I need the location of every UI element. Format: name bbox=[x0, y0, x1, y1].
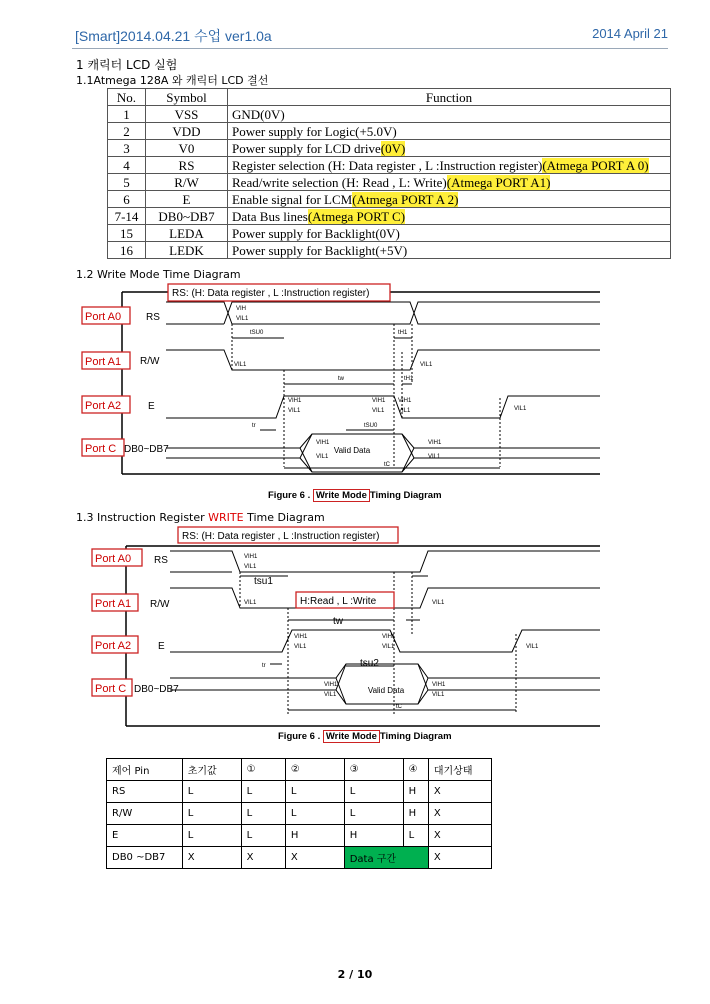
pin-number: 16 bbox=[108, 242, 146, 259]
d2-db-cross bbox=[336, 678, 346, 704]
figure-caption-1 bbox=[268, 490, 442, 501]
state-cell: L bbox=[285, 803, 344, 825]
svg-text:tr: tr bbox=[262, 663, 266, 669]
pin-function-text: Power supply for Backlight(+5V) bbox=[232, 242, 408, 258]
pin-function-text: Data Bus lines bbox=[232, 208, 308, 224]
pin-symbol: LEDA bbox=[146, 225, 228, 242]
col-header-function: Function bbox=[228, 89, 671, 106]
pin-function-text: Power supply for LCD drive bbox=[232, 140, 381, 156]
table-row bbox=[108, 157, 671, 174]
state-cell: X bbox=[285, 847, 344, 869]
svg-text:VIL1: VIL1 bbox=[428, 454, 441, 460]
caption-boxed: Write Mode bbox=[313, 489, 370, 502]
svg-text:Port C: Port C bbox=[95, 683, 127, 695]
header-divider bbox=[72, 48, 668, 49]
state-cell: 초기값 bbox=[182, 759, 241, 781]
state-cell: ④ bbox=[403, 759, 428, 781]
port-highlight: (Atmega PORT A1) bbox=[446, 174, 551, 190]
state-row bbox=[107, 781, 492, 803]
pin-number: 7-14 bbox=[108, 208, 146, 225]
valid-data-label: Valid Data bbox=[333, 446, 371, 455]
tsu2-label: tsu2 bbox=[360, 658, 379, 669]
pin-number: 1 bbox=[108, 106, 146, 123]
state-cell: R/W bbox=[107, 803, 183, 825]
state-cell: 대기상태 bbox=[428, 759, 491, 781]
svg-text:Port A1: Port A1 bbox=[95, 598, 132, 610]
table-row bbox=[108, 242, 671, 259]
state-cell: X bbox=[428, 781, 491, 803]
tsu1-label: tsu1 bbox=[254, 576, 273, 587]
state-cell: ③ bbox=[344, 759, 403, 781]
pin-function-text: GND(0V) bbox=[232, 106, 285, 122]
pin-state-table bbox=[106, 758, 492, 869]
svg-text:VIL1: VIL1 bbox=[420, 362, 433, 368]
state-cell: X bbox=[428, 825, 491, 847]
col-header-symbol: Symbol bbox=[146, 89, 228, 106]
state-cell: RS bbox=[107, 781, 183, 803]
table-row bbox=[108, 140, 671, 157]
table-row bbox=[108, 225, 671, 242]
state-cell: ① bbox=[241, 759, 285, 781]
svg-text:VIL1: VIL1 bbox=[398, 408, 411, 414]
svg-text:VIH1: VIH1 bbox=[428, 440, 442, 446]
state-cell: L bbox=[344, 781, 403, 803]
state-cell: X bbox=[182, 847, 241, 869]
svg-text:R/W: R/W bbox=[140, 356, 160, 367]
pin-function bbox=[228, 140, 671, 157]
state-cell: X bbox=[428, 847, 491, 869]
svg-text:VIL1: VIL1 bbox=[244, 600, 257, 606]
port-highlight: (Atmega PORT A 2) bbox=[352, 191, 459, 207]
svg-text:VIH1: VIH1 bbox=[382, 634, 396, 640]
d2-signal-labels bbox=[134, 555, 179, 695]
table-row bbox=[108, 191, 671, 208]
svg-text:Port A0: Port A0 bbox=[85, 311, 122, 323]
signal-labels bbox=[124, 312, 169, 455]
figure-caption-2 bbox=[278, 731, 452, 742]
pin-function-text: Power supply for Backlight(0V) bbox=[232, 225, 400, 241]
pin-symbol: DB0~DB7 bbox=[146, 208, 228, 225]
d2-port-labels bbox=[92, 549, 142, 696]
state-cell: L bbox=[182, 825, 241, 847]
section-title-instruction-write bbox=[76, 511, 325, 524]
svg-text:E: E bbox=[148, 401, 155, 412]
state-row bbox=[107, 803, 492, 825]
svg-text:R/W: R/W bbox=[150, 599, 170, 610]
pin-symbol: VDD bbox=[146, 123, 228, 140]
pin-function bbox=[228, 191, 671, 208]
instruction-write-timing-diagram bbox=[0, 524, 710, 734]
svg-text:tC: tC bbox=[396, 704, 402, 710]
caption2-suffix: Timing Diagram bbox=[379, 731, 452, 742]
svg-text:VIL1: VIL1 bbox=[526, 644, 539, 650]
table-row bbox=[108, 123, 671, 140]
section-title-write-mode: 1.2 Write Mode Time Diagram bbox=[76, 268, 241, 281]
svg-text:tH1: tH1 bbox=[404, 376, 414, 382]
state-cell: L bbox=[241, 781, 285, 803]
state-cell: L bbox=[182, 781, 241, 803]
svg-text:VIH1: VIH1 bbox=[288, 398, 302, 404]
svg-text:VIH1: VIH1 bbox=[244, 554, 258, 560]
svg-text:VIL1: VIL1 bbox=[514, 406, 527, 412]
state-cell: H bbox=[285, 825, 344, 847]
pin-number: 6 bbox=[108, 191, 146, 208]
state-header-row bbox=[107, 759, 492, 781]
db-waveform-lower bbox=[166, 458, 600, 472]
svg-text:VIL1: VIL1 bbox=[324, 692, 337, 698]
port-highlight: (0V) bbox=[380, 140, 406, 156]
svg-text:VIL1: VIL1 bbox=[372, 408, 385, 414]
pin-symbol: E bbox=[146, 191, 228, 208]
db-waveform-upper bbox=[166, 434, 600, 448]
page-number: 2 / 10 bbox=[337, 968, 373, 981]
svg-text:Port A0: Port A0 bbox=[95, 553, 132, 565]
rw-note-text: H:Read , L :Write bbox=[300, 596, 377, 607]
pin-function-text: Power supply for Logic(+5.0V) bbox=[232, 123, 397, 139]
pin-number: 4 bbox=[108, 157, 146, 174]
svg-text:VIH: VIH bbox=[236, 306, 247, 312]
pin-symbol: V0 bbox=[146, 140, 228, 157]
svg-text:VIL1: VIL1 bbox=[234, 362, 247, 368]
table-header-row bbox=[108, 89, 671, 106]
svg-text:tSU0: tSU0 bbox=[250, 330, 264, 336]
svg-text:DB0~DB7: DB0~DB7 bbox=[124, 444, 169, 455]
section13-red: WRITE bbox=[208, 511, 244, 524]
state-cell: Data 구간 bbox=[344, 847, 428, 869]
port-labels bbox=[82, 307, 130, 456]
pin-function bbox=[228, 242, 671, 259]
svg-text:VIL1: VIL1 bbox=[432, 600, 445, 606]
svg-text:tSU0: tSU0 bbox=[364, 423, 378, 429]
pin-function-table bbox=[107, 88, 671, 259]
state-cell: H bbox=[344, 825, 403, 847]
svg-text:tr: tr bbox=[252, 423, 256, 429]
svg-text:VIL1: VIL1 bbox=[382, 644, 395, 650]
svg-text:DB0~DB7: DB0~DB7 bbox=[134, 684, 179, 695]
section-subtitle: 1.1Atmega 128A 와 캐릭터 LCD 결선 bbox=[76, 74, 269, 87]
svg-text:Port A2: Port A2 bbox=[85, 400, 122, 412]
d2-db-cross-2 bbox=[336, 664, 346, 690]
svg-text:tH1: tH1 bbox=[398, 330, 408, 336]
pin-symbol: VSS bbox=[146, 106, 228, 123]
state-cell: X bbox=[428, 803, 491, 825]
timing-labels bbox=[234, 306, 527, 468]
port-highlight: (Atmega PORT A 0) bbox=[542, 157, 649, 173]
svg-text:VIH1: VIH1 bbox=[372, 398, 386, 404]
svg-text:VIL1: VIL1 bbox=[432, 692, 445, 698]
svg-text:tw: tw bbox=[338, 376, 344, 382]
svg-text:VIH1: VIH1 bbox=[294, 634, 308, 640]
pin-function bbox=[228, 225, 671, 242]
col-header-no: No. bbox=[108, 89, 146, 106]
pin-number: 5 bbox=[108, 174, 146, 191]
pin-function bbox=[228, 106, 671, 123]
caption-suffix: Timing Diagram bbox=[369, 490, 442, 501]
rs-note-text: RS: (H: Data register , L :Instruction register) bbox=[172, 288, 370, 299]
svg-text:VIL1: VIL1 bbox=[294, 644, 307, 650]
d2-rs-note-text: RS: (H: Data register , L :Instruction register) bbox=[182, 531, 380, 542]
pin-function bbox=[228, 157, 671, 174]
state-cell: E bbox=[107, 825, 183, 847]
svg-text:VIL1: VIL1 bbox=[236, 316, 249, 322]
state-cell: X bbox=[241, 847, 285, 869]
pin-function-text: Read/write selection (H: Read , L: Write) bbox=[232, 174, 447, 190]
table-row bbox=[108, 208, 671, 225]
rw-waveform bbox=[166, 350, 600, 370]
section-title: 1 캐릭터 LCD 실험 bbox=[76, 58, 178, 72]
pin-function-text: Enable signal for LCM bbox=[232, 191, 353, 207]
d2-rs-waveform bbox=[170, 551, 600, 572]
svg-text:Port A1: Port A1 bbox=[85, 356, 122, 368]
pin-symbol: R/W bbox=[146, 174, 228, 191]
svg-text:VIH1: VIH1 bbox=[398, 398, 412, 404]
pin-function-text: Register selection (H: Data register , L :Instruction register) bbox=[232, 157, 543, 173]
state-cell: L bbox=[182, 803, 241, 825]
state-cell: L bbox=[241, 803, 285, 825]
state-row bbox=[107, 847, 492, 869]
pin-number: 3 bbox=[108, 140, 146, 157]
svg-text:E: E bbox=[158, 641, 165, 652]
d2-db-cross-3 bbox=[418, 664, 428, 690]
pin-number: 15 bbox=[108, 225, 146, 242]
state-cell: L bbox=[241, 825, 285, 847]
pin-symbol: LEDK bbox=[146, 242, 228, 259]
d2-db-cross-4 bbox=[418, 678, 428, 704]
write-mode-timing-diagram bbox=[0, 282, 710, 492]
pin-function bbox=[228, 123, 671, 140]
svg-text:Port C: Port C bbox=[85, 443, 117, 455]
state-row bbox=[107, 825, 492, 847]
state-cell: L bbox=[344, 803, 403, 825]
caption2-prefix: Figure 6 . bbox=[278, 731, 321, 742]
svg-text:VIL1: VIL1 bbox=[288, 408, 301, 414]
port-highlight: (Atmega PORT C) bbox=[307, 208, 406, 224]
rs-waveform-alt bbox=[224, 302, 600, 324]
svg-text:tC: tC bbox=[384, 462, 390, 468]
svg-text:RS: RS bbox=[146, 312, 160, 323]
svg-text:VIH1: VIH1 bbox=[324, 682, 338, 688]
svg-text:VIH1: VIH1 bbox=[316, 440, 330, 446]
pin-symbol: RS bbox=[146, 157, 228, 174]
svg-text:RS: RS bbox=[154, 555, 168, 566]
svg-text:Port A2: Port A2 bbox=[95, 640, 132, 652]
state-cell: DB0 ~DB7 bbox=[107, 847, 183, 869]
state-cell: 제어 Pin bbox=[107, 759, 183, 781]
section13-pre: 1.3 Instruction Register bbox=[76, 511, 209, 524]
tw-label: tw bbox=[333, 616, 343, 627]
table-row bbox=[108, 174, 671, 191]
svg-text:VIH1: VIH1 bbox=[432, 682, 446, 688]
d2-valid-data-label: Valid Data bbox=[367, 686, 405, 695]
caption-prefix: Figure 6 . bbox=[268, 490, 311, 501]
svg-text:VIL1: VIL1 bbox=[244, 564, 257, 570]
svg-text:VIL1: VIL1 bbox=[316, 454, 329, 460]
state-cell: L bbox=[285, 781, 344, 803]
state-cell: H bbox=[403, 781, 428, 803]
state-cell: ② bbox=[285, 759, 344, 781]
pin-function bbox=[228, 208, 671, 225]
pin-function bbox=[228, 174, 671, 191]
state-cell: L bbox=[403, 825, 428, 847]
table-row bbox=[108, 106, 671, 123]
pin-number: 2 bbox=[108, 123, 146, 140]
caption2-boxed: Write Mode bbox=[323, 730, 380, 743]
section13-post: Time Diagram bbox=[243, 511, 325, 524]
document-header-title: [Smart]2014.04.21 수업 ver1.0a bbox=[75, 28, 272, 44]
document-header-date: 2014 April 21 bbox=[592, 26, 668, 41]
state-cell: H bbox=[403, 803, 428, 825]
